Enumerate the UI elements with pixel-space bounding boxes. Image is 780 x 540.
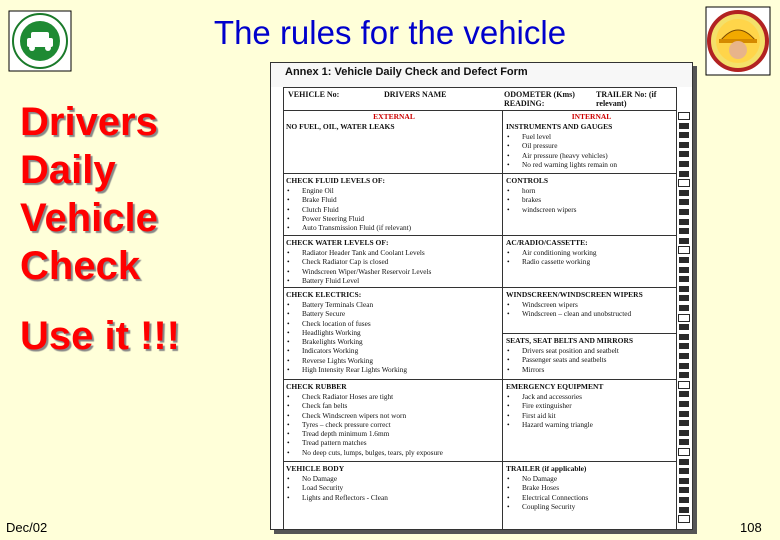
item-list (503, 392, 677, 429)
vehicle-no-field: VEHICLE No: (288, 90, 340, 99)
checkbox (678, 266, 690, 274)
drivers-daily-vehicle-check-heading (20, 98, 270, 290)
checkbox (678, 400, 690, 408)
section-title: AC/RADIO/CASSETTE: (506, 238, 588, 247)
list-item: • No red warning lights remain on (507, 160, 677, 169)
list-item: • Clutch Fluid (287, 205, 502, 214)
form-heading: Annex 1: Vehicle Daily Check and Defect Form (271, 63, 692, 87)
checkbox (678, 189, 690, 197)
checkbox (678, 122, 690, 130)
item-list (283, 392, 502, 457)
checkbox (678, 515, 690, 523)
heading-line-2: Daily (20, 148, 116, 192)
checkbox (678, 237, 690, 245)
list-item: • Check Radiator Hoses are tight (287, 392, 502, 401)
form-header-row (283, 87, 677, 111)
list-item: • Tread pattern matches (287, 438, 502, 447)
list-item: • High Intensity Rear Lights Working (287, 365, 502, 374)
section-windscreen (503, 287, 677, 333)
list-item: • Fire extinguisher (507, 401, 677, 410)
checkbox (678, 486, 690, 494)
list-item: • Check Radiator Cap is closed (287, 257, 502, 266)
list-item: • Air pressure (heavy vehicles) (507, 151, 677, 160)
list-item: • No deep cuts, lumps, bulges, tears, ply exposure (287, 448, 502, 457)
list-item: • Tread depth minimum 1.6mm (287, 429, 502, 438)
checkbox (678, 150, 690, 158)
checkbox (678, 438, 690, 446)
checkbox (678, 362, 690, 370)
checkbox (678, 342, 690, 350)
list-item: • Indicators Working (287, 346, 502, 355)
list-item: • windscreen wipers (507, 205, 677, 214)
checkbox (678, 218, 690, 226)
list-item: • Windscreen Wiper/Washer Reservoir Levels (287, 267, 502, 276)
checkbox (678, 506, 690, 514)
safety-worker-hardhat-icon (705, 6, 771, 76)
list-item: • Brakelights Working (287, 337, 502, 346)
section-external (283, 111, 502, 173)
item-list (503, 186, 677, 214)
list-item: • Drivers seat position and seatbelt (507, 346, 677, 355)
checkbox (678, 390, 690, 398)
list-item: • First aid kit (507, 411, 677, 420)
section-trailer (503, 461, 677, 529)
checkbox (678, 275, 690, 283)
section-title: TRAILER (if applicable) (506, 464, 587, 473)
section-controls (503, 173, 677, 235)
section-title: CHECK FLUID LEVELS OF: (286, 176, 385, 185)
section-title: EXTERNAL (373, 112, 415, 121)
list-item: • Brake Hoses (507, 483, 677, 492)
item-list (283, 474, 502, 502)
list-item: • Load Security (287, 483, 502, 492)
checkbox (678, 419, 690, 427)
checkbox (678, 304, 690, 312)
section-title: VEHICLE BODY (286, 464, 345, 473)
section-title: CHECK WATER LEVELS OF: (286, 238, 389, 247)
list-item: • Tyres – check pressure correct (287, 420, 502, 429)
checkbox (678, 333, 690, 341)
list-item: • Lights and Reflectors - Clean (287, 493, 502, 502)
section-subtitle: NO FUEL, OIL, WATER LEAKS (286, 122, 395, 131)
odometer-reading-label: READING: (504, 99, 545, 108)
odometer-field (504, 90, 575, 108)
heading-line-1: Drivers (20, 100, 158, 144)
heading-line-4: Check (20, 244, 141, 288)
section-internal (503, 111, 677, 173)
section-vehicle-body (283, 461, 502, 529)
heading-line-3: Vehicle (20, 196, 158, 240)
checkbox (678, 170, 690, 178)
item-list (503, 300, 677, 319)
trailer-relevant-label: relevant) (596, 99, 627, 108)
list-item: • Coupling Security (507, 502, 677, 511)
list-item: • Windscreen wipers (507, 300, 677, 309)
vehicle-daily-check-form (270, 62, 693, 530)
section-title: CONTROLS (506, 176, 549, 185)
checkbox (678, 285, 690, 293)
checkbox (678, 227, 690, 235)
list-item: • Check Windscreen wipers not worn (287, 411, 502, 420)
section-ac-radio (503, 235, 677, 287)
list-item: • Reverse Lights Working (287, 356, 502, 365)
safety-is-teamwork-logo (705, 6, 771, 76)
item-list (503, 248, 677, 267)
list-item: • horn (507, 186, 677, 195)
section-title: WINDSCREEN/WINDSCREEN WIPERS (506, 290, 643, 299)
checkbox (678, 352, 690, 360)
green-car-emblem-icon (8, 10, 72, 72)
checkbox (678, 429, 690, 437)
list-item: • brakes (507, 195, 677, 204)
checkbox (678, 323, 690, 331)
section-rubber (283, 379, 502, 461)
list-item: • Mirrors (507, 365, 677, 374)
list-item: • Headlights Working (287, 328, 502, 337)
trailer-no-field (596, 90, 656, 108)
list-item: • Windscreen – clean and unobstructed (507, 309, 677, 318)
list-item: • Oil pressure (507, 141, 677, 150)
list-item: • Brake Fluid (287, 195, 502, 204)
section-title: EMERGENCY EQUIPMENT (506, 382, 604, 391)
list-item: • Battery Secure (287, 309, 502, 318)
checkbox (678, 410, 690, 418)
checkbox (678, 112, 690, 120)
section-seats-mirrors (503, 333, 677, 379)
item-list (283, 186, 502, 232)
item-list (503, 346, 677, 374)
list-item: • Engine Oil (287, 186, 502, 195)
section-title: CHECK RUBBER (286, 382, 347, 391)
drive-to-survive-logo (8, 10, 72, 72)
list-item: • Radiator Header Tank and Coolant Levels (287, 248, 502, 257)
list-item: • No Damage (507, 474, 677, 483)
list-item: • Power Steering Fluid (287, 214, 502, 223)
checkbox (678, 208, 690, 216)
list-item: • Radio cassette working (507, 257, 677, 266)
checkbox (678, 448, 690, 456)
checkbox (678, 458, 690, 466)
checkbox (678, 496, 690, 504)
list-item: • Check location of fuses (287, 319, 502, 328)
odometer-label: ODOMETER (Kms) (504, 90, 575, 99)
slide-title: The rules for the vehicle (213, 14, 567, 51)
checkbox (678, 198, 690, 206)
list-item: • Jack and accessories (507, 392, 677, 401)
checkbox (678, 294, 690, 302)
page-number: 108 (740, 520, 762, 535)
list-item: • Check fan belts (287, 401, 502, 410)
checkbox (678, 371, 690, 379)
section-emergency-equipment (503, 379, 677, 461)
list-item: • Battery Fluid Level (287, 276, 502, 285)
list-item: • Hazard warning triangle (507, 420, 677, 429)
checkbox (678, 381, 690, 389)
checkbox (678, 179, 690, 187)
drivers-name-field: DRIVERS NAME (384, 90, 447, 99)
checkbox-column (677, 111, 692, 529)
checkbox (678, 477, 690, 485)
checkbox (678, 256, 690, 264)
checkbox (678, 246, 690, 254)
section-fluid-levels (283, 173, 502, 235)
section-water-levels (283, 235, 502, 287)
section-title: INTERNAL (571, 112, 612, 121)
section-title: SEATS, SEAT BELTS AND MIRRORS (506, 336, 634, 345)
checkbox (678, 141, 690, 149)
list-item: • No Damage (287, 474, 502, 483)
checkbox (678, 131, 690, 139)
list-item: • Electrical Connections (507, 493, 677, 502)
checkbox (678, 314, 690, 322)
item-list (283, 300, 502, 374)
list-item: • Fuel level (507, 132, 677, 141)
footer-date: Dec/02 (6, 520, 48, 535)
trailer-no-label: TRAILER No: (if (596, 90, 657, 99)
list-item: • Battery Terminals Clean (287, 300, 502, 309)
checkbox (678, 467, 690, 475)
item-list (503, 474, 677, 511)
section-title: CHECK ELECTRICS: (286, 290, 362, 299)
section-electrics (283, 287, 502, 379)
list-item: • Passenger seats and seatbelts (507, 355, 677, 364)
checkbox (678, 160, 690, 168)
item-list (503, 132, 677, 169)
item-list (283, 248, 502, 285)
section-subtitle: INSTRUMENTS AND GAUGES (506, 122, 613, 131)
use-it-callout: Use it !!! (20, 314, 180, 358)
list-item: • Auto Transmission Fluid (if relevant) (287, 223, 502, 232)
list-item: • Air conditioning working (507, 248, 677, 257)
